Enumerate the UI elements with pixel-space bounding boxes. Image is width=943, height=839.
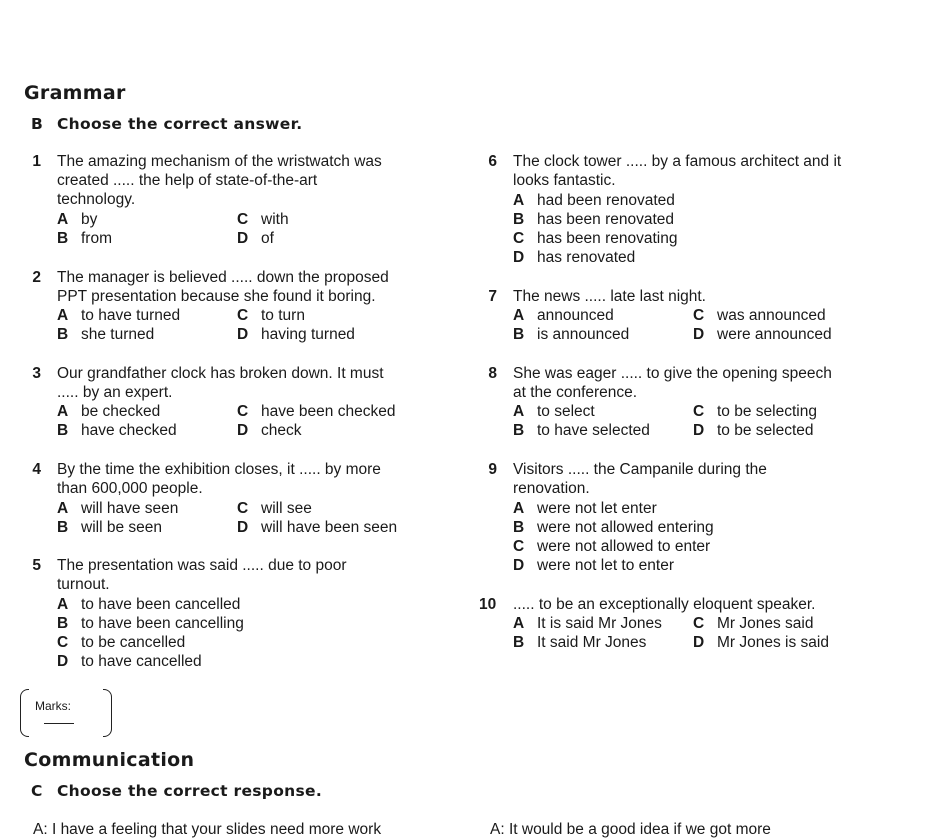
option-text: to have selected xyxy=(537,422,650,439)
answer-option-a[interactable] xyxy=(513,614,662,633)
marks-blank xyxy=(44,723,74,724)
answer-option-c[interactable] xyxy=(237,306,305,325)
option-letter: D xyxy=(693,634,705,651)
option-letter: A xyxy=(513,500,525,517)
answer-option-b[interactable] xyxy=(513,421,650,440)
marks-label: Marks: xyxy=(35,699,71,713)
answer-option-a[interactable] xyxy=(57,595,240,614)
answer-option-d[interactable] xyxy=(513,556,674,575)
answer-option-a[interactable] xyxy=(57,306,180,325)
option-letter: A xyxy=(513,307,525,324)
option-text: be checked xyxy=(81,403,161,420)
question-number: 2 xyxy=(32,269,41,286)
option-text: to be selected xyxy=(717,422,814,439)
question-stem: Visitors ..... the Campanile during the renovation. xyxy=(513,461,767,497)
option-letter: D xyxy=(237,326,249,343)
marks-box xyxy=(20,689,112,737)
question-stem: The news ..... late last night. xyxy=(513,288,706,305)
option-letter: C xyxy=(237,211,249,228)
option-letter: A xyxy=(57,211,69,228)
option-letter: A xyxy=(57,500,69,517)
answer-option-a[interactable] xyxy=(57,499,178,518)
answer-option-c[interactable] xyxy=(237,210,289,229)
option-text: to have been cancelling xyxy=(81,615,244,632)
option-letter: B xyxy=(57,615,69,632)
option-text: will have seen xyxy=(81,500,179,517)
answer-option-b[interactable] xyxy=(57,421,177,440)
answer-option-d[interactable] xyxy=(693,325,832,344)
option-text: of xyxy=(261,230,274,247)
answer-option-c[interactable] xyxy=(693,306,826,325)
option-text: is announced xyxy=(537,326,630,343)
instruction-text: Choose the correct response. xyxy=(57,782,323,800)
option-letter: A xyxy=(57,307,69,324)
question-number: 10 xyxy=(479,596,497,613)
question-number: 6 xyxy=(488,153,497,170)
option-text: were not let enter xyxy=(537,500,657,517)
question-stem: ..... to be an exceptionally eloquent speaker. xyxy=(513,596,816,613)
answer-option-a[interactable] xyxy=(513,402,595,421)
option-letter: B xyxy=(57,519,69,536)
answer-option-d[interactable] xyxy=(237,325,355,344)
option-text: Mr Jones is said xyxy=(717,634,829,651)
question-stem: The presentation was said ..... due to poor turnout. xyxy=(57,557,347,593)
option-text: were not allowed entering xyxy=(537,519,714,536)
option-text: has been renovating xyxy=(537,230,678,247)
option-letter: D xyxy=(693,326,705,343)
question-stem: She was eager ..... to give the opening speech at the conference. xyxy=(513,365,832,401)
option-letter: A xyxy=(57,403,69,420)
answer-option-b[interactable] xyxy=(513,633,646,652)
section-letter: B xyxy=(31,115,44,133)
option-letter: C xyxy=(513,538,525,555)
option-text: check xyxy=(261,422,302,439)
option-letter: A xyxy=(57,596,69,613)
question-stem: Our grandfather clock has broken down. It must ..... by an expert. xyxy=(57,365,384,401)
option-letter: D xyxy=(237,230,249,247)
option-letter: C xyxy=(237,403,249,420)
answer-option-c[interactable] xyxy=(237,402,395,421)
option-letter: D xyxy=(513,557,525,574)
answer-option-a[interactable] xyxy=(57,402,160,421)
option-text: announced xyxy=(537,307,614,324)
communication-item-partial: A: I have a feeling that your slides need more work xyxy=(33,821,382,838)
option-text: to have turned xyxy=(81,307,181,324)
option-letter: C xyxy=(693,403,705,420)
option-text: to turn xyxy=(261,307,305,324)
option-letter: C xyxy=(237,307,249,324)
answer-option-b[interactable] xyxy=(513,518,714,537)
option-letter: D xyxy=(513,249,525,266)
option-letter: A xyxy=(513,615,525,632)
option-text: to be selecting xyxy=(717,403,817,420)
answer-option-d[interactable] xyxy=(237,518,397,537)
question-number: 9 xyxy=(488,461,497,478)
communication-item-partial: A: It would be a good idea if we got more xyxy=(490,821,771,838)
option-text: to select xyxy=(537,403,595,420)
question-number: 4 xyxy=(32,461,41,478)
answer-option-a[interactable] xyxy=(513,499,657,518)
answer-option-c[interactable] xyxy=(57,633,185,652)
option-text: will be seen xyxy=(81,519,162,536)
question-number: 3 xyxy=(32,365,41,382)
option-text: Mr Jones said xyxy=(717,615,814,632)
option-letter: B xyxy=(513,211,525,228)
answer-option-b[interactable] xyxy=(57,614,244,633)
option-letter: B xyxy=(513,634,525,651)
option-letter: D xyxy=(693,422,705,439)
option-text: It is said Mr Jones xyxy=(537,615,662,632)
question-number: 8 xyxy=(488,365,497,382)
option-letter: B xyxy=(57,422,69,439)
option-letter: C xyxy=(237,500,249,517)
answer-option-d[interactable] xyxy=(693,421,814,440)
answer-option-c[interactable] xyxy=(237,499,312,518)
option-letter: B xyxy=(513,422,525,439)
option-letter: C xyxy=(513,230,525,247)
section-letter: C xyxy=(31,782,43,800)
answer-option-c[interactable] xyxy=(513,537,710,556)
option-text: to have been cancelled xyxy=(81,596,241,613)
option-text: has renovated xyxy=(537,249,636,266)
option-text: was announced xyxy=(717,307,826,324)
option-text: were announced xyxy=(717,326,832,343)
option-letter: C xyxy=(693,615,705,632)
question-number: 5 xyxy=(32,557,41,574)
option-letter: D xyxy=(237,422,249,439)
answer-option-b[interactable] xyxy=(57,325,154,344)
answer-option-c[interactable] xyxy=(693,402,817,421)
answer-option-d[interactable] xyxy=(237,229,274,248)
question-stem: The manager is believed ..... down the proposed PPT presentation because she found it boring. xyxy=(57,269,389,305)
option-text: were not allowed to enter xyxy=(537,538,711,555)
grammar-instruction xyxy=(31,115,303,133)
option-text: have been checked xyxy=(261,403,396,420)
answer-option-b[interactable] xyxy=(513,210,674,229)
answer-option-b[interactable] xyxy=(57,229,112,248)
option-letter: C xyxy=(693,307,705,324)
question-number: 1 xyxy=(32,153,41,170)
answer-option-d[interactable] xyxy=(57,652,202,671)
marks-bracket-right xyxy=(103,689,112,737)
answer-option-c[interactable] xyxy=(513,229,677,248)
answer-option-d[interactable] xyxy=(237,421,302,440)
answer-option-a[interactable] xyxy=(513,191,675,210)
option-letter: B xyxy=(513,326,525,343)
option-text: with xyxy=(261,211,289,228)
option-text: to be cancelled xyxy=(81,634,186,651)
option-text: It said Mr Jones xyxy=(537,634,647,651)
question-stem: By the time the exhibition closes, it ..... by more than 600,000 people. xyxy=(57,461,381,497)
option-letter: C xyxy=(57,634,69,651)
option-text: will see xyxy=(261,500,312,517)
option-letter: A xyxy=(513,403,525,420)
option-text: she turned xyxy=(81,326,155,343)
marks-bracket-left xyxy=(20,689,29,737)
answer-option-b[interactable] xyxy=(513,325,629,344)
option-letter: D xyxy=(57,653,69,670)
answer-option-d[interactable] xyxy=(693,633,829,652)
option-text: have checked xyxy=(81,422,177,439)
option-text: to have cancelled xyxy=(81,653,202,670)
option-text: has been renovated xyxy=(537,211,675,228)
answer-option-d[interactable] xyxy=(513,248,635,267)
option-letter: A xyxy=(513,192,525,209)
answer-option-c[interactable] xyxy=(693,614,813,633)
option-text: by xyxy=(81,211,98,228)
question-number: 7 xyxy=(488,288,497,305)
answer-option-a[interactable] xyxy=(57,210,97,229)
grammar-heading: Grammar xyxy=(24,82,126,104)
option-text: having turned xyxy=(261,326,355,343)
communication-instruction xyxy=(31,782,322,800)
instruction-text: Choose the correct answer. xyxy=(57,115,303,133)
question-stem: The clock tower ..... by a famous architect and it looks fantastic. xyxy=(513,153,842,189)
option-letter: B xyxy=(57,326,69,343)
option-text: were not let to enter xyxy=(537,557,674,574)
option-letter: B xyxy=(513,519,525,536)
option-letter: D xyxy=(237,519,249,536)
option-letter: B xyxy=(57,230,69,247)
question-stem: The amazing mechanism of the wristwatch was created ..... the help of state-of-the-art technology. xyxy=(57,153,382,208)
option-text: from xyxy=(81,230,112,247)
answer-option-a[interactable] xyxy=(513,306,614,325)
option-text: will have been seen xyxy=(261,519,398,536)
communication-heading: Communication xyxy=(24,749,195,771)
option-text: had been renovated xyxy=(537,192,675,209)
answer-option-b[interactable] xyxy=(57,518,162,537)
